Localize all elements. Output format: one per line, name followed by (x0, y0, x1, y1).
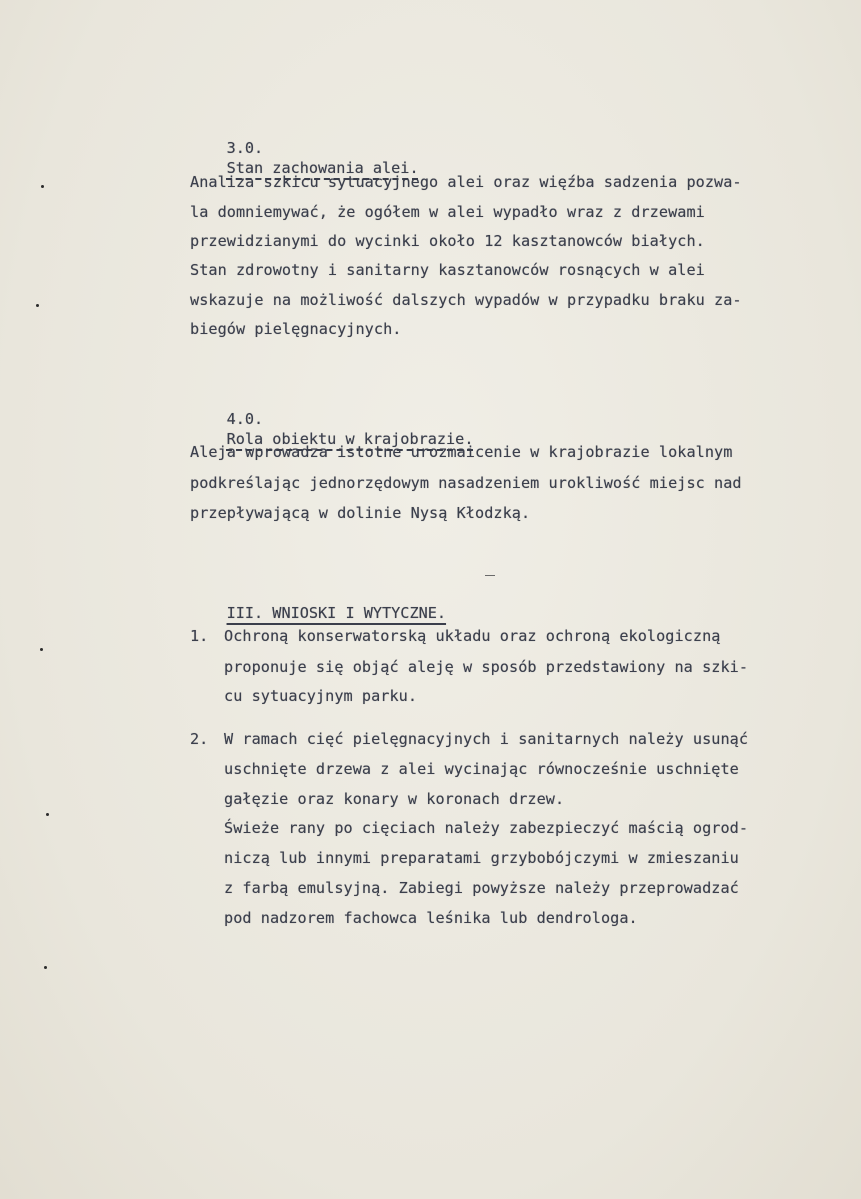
item-2-line: z farbą emulsyjną. Zabiegi powyższe należy przeprowadzać (224, 879, 739, 897)
stray-mark (485, 575, 495, 576)
item-2-number: 2. (190, 730, 209, 748)
item-1-line: Ochroną konserwatorską układu oraz ochroną ekologiczną (224, 627, 721, 645)
item-1-line: cu sytuacyjnym parku. (224, 687, 418, 705)
item-1-number: 1. (190, 627, 209, 645)
section-3-title: Stan zachowania alei. (226, 159, 419, 177)
section-4-title: Rola obiektu w krajobrazie. (226, 430, 474, 448)
item-2-line: Świeże rany po cięciach należy zabezpieczyć maścią ogrod- (224, 819, 749, 837)
section-4-line: przepływającą w dolinie Nysą Kłodzką. (190, 504, 531, 522)
section-4-line: Aleja wprowadza istotne urozmaicenie w krajobrazie lokalnym (190, 443, 733, 461)
punch-mark (46, 813, 49, 816)
punch-mark (44, 966, 47, 969)
section-3-line: przewidzianymi do wycinki około 12 kasztanowców białych. (190, 232, 705, 250)
item-2-line: niczą lub innymi preparatami grzybobójczymi w zmieszaniu (224, 849, 739, 867)
section-3-line: Analiza szkicu sytuacyjnego alei oraz więźba sadzenia pozwa- (190, 173, 742, 191)
section-4-line: podkreślając jednorzędowym nasadzeniem urokliwość miejsc nad (190, 474, 742, 492)
section-iii-title: III. WNIOSKI I WYTYCZNE. (226, 604, 447, 622)
section-3-line: Stan zdrowotny i sanitarny kasztanowców rosnących w alei (190, 261, 705, 279)
section-3-line: la domniemywać, że ogółem w alei wypadło wraz z drzewami (190, 203, 705, 221)
punch-mark (41, 185, 44, 188)
item-2-line: pod nadzorem fachowca leśnika lub dendrologa. (224, 909, 638, 927)
item-2-line: uschnięte drzewa z alei wycinając równocześnie uschnięte (224, 760, 739, 778)
section-3-line: wskazuje na możliwość dalszych wypadów w przypadku braku za- (190, 291, 742, 309)
section-3-number: 3.0. (226, 139, 264, 157)
section-3-line: biegów pielęgnacyjnych. (190, 320, 402, 338)
item-2-line: W ramach cięć pielęgnacyjnych i sanitarnych należy usunąć (224, 730, 749, 748)
punch-mark (40, 648, 43, 651)
item-1-line: proponuje się objąć aleję w sposób przedstawiony na szki- (224, 658, 749, 676)
punch-mark (36, 304, 39, 307)
item-2-line: gałęzie oraz konary w koronach drzew. (224, 790, 565, 808)
section-4-number: 4.0. (226, 410, 264, 428)
